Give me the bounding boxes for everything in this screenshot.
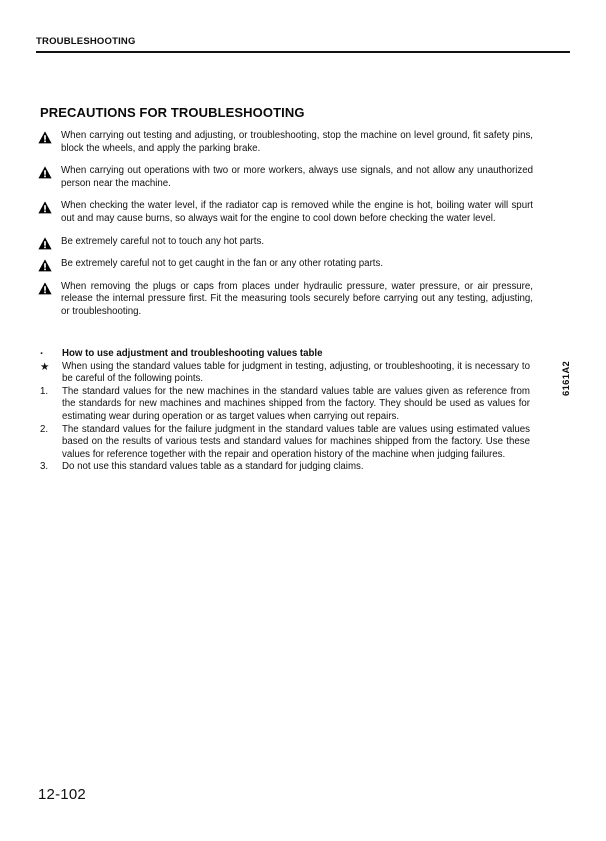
list-item bbox=[38, 461, 530, 474]
warning-item bbox=[38, 165, 533, 190]
warning-text: When checking the water level, if the radiator cap is removed while the engine is hot, boiling water will spurt out and may cause burns, so always wait for the engine to cool down before checking the water level. bbox=[61, 200, 533, 224]
list-item-text: The standard values for the new machines in the standard values table are values given as reference from the standards for new machines and machines shipped from the factory. They should be used as values for estimating wear during operation or as target values when carrying out repairs. bbox=[62, 385, 530, 422]
page-number: 12-102 bbox=[38, 786, 86, 803]
values-table-notes-list bbox=[38, 348, 530, 474]
list-item-text: The standard values for the failure judgment in the standard values table are values using estimated values based on the results of various tests and standard values for machines shipped from the factory. Use these values for reference together with the repair and operation history of the machine when judging failures. bbox=[62, 423, 530, 460]
header-divider bbox=[36, 51, 570, 53]
list-marker: · bbox=[40, 348, 44, 360]
warning-item bbox=[38, 130, 533, 155]
page-header bbox=[36, 36, 570, 53]
header-title: TROUBLESHOOTING bbox=[36, 36, 136, 47]
warnings-list bbox=[38, 130, 533, 329]
list-item bbox=[38, 348, 530, 361]
warning-triangle-icon bbox=[38, 201, 52, 214]
warning-text: Be extremely careful not to get caught in the fan or any other rotating parts. bbox=[61, 258, 384, 270]
list-marker: ★ bbox=[40, 360, 50, 373]
list-item-text: When using the standard values table for judgment in testing, adjusting, or troubleshooting, it is necessary to be careful of the following points. bbox=[62, 360, 530, 385]
warning-triangle-icon bbox=[38, 131, 52, 144]
list-marker: 1. bbox=[40, 385, 49, 397]
page-title: PRECAUTIONS FOR TROUBLESHOOTING bbox=[40, 105, 305, 120]
list-item bbox=[38, 424, 530, 462]
warning-text: Be extremely careful not to touch any hot parts. bbox=[61, 235, 265, 247]
warning-text: When carrying out operations with two or more workers, always use signals, and not allow any unauthorized person near the machine. bbox=[61, 165, 533, 189]
warning-item bbox=[38, 281, 533, 319]
margin-document-code bbox=[549, 360, 572, 466]
warning-triangle-icon bbox=[38, 237, 52, 250]
warning-triangle-icon bbox=[38, 259, 52, 272]
margin-document-code-text: 6161A2 bbox=[561, 360, 572, 396]
list-item bbox=[38, 386, 530, 424]
list-item-text: How to use adjustment and troubleshooting values table bbox=[62, 348, 323, 359]
warning-item bbox=[38, 236, 533, 249]
warning-text: When removing the plugs or caps from places under hydraulic pressure, water pressure, or air pressure, release the internal pressure first. Fit the measuring tools securely before carrying out any testing, adjusting, or troubleshooting. bbox=[61, 280, 533, 317]
warning-item bbox=[38, 258, 533, 271]
warning-text: When carrying out testing and adjusting, or troubleshooting, stop the machine on level ground, fit safety pins, block the wheels, and apply the parking brake. bbox=[61, 130, 533, 154]
list-item-text: Do not use this standard values table as a standard for judging claims. bbox=[62, 461, 364, 473]
list-item bbox=[38, 361, 530, 386]
warning-triangle-icon bbox=[38, 166, 52, 179]
warning-triangle-icon bbox=[38, 282, 52, 295]
list-marker: 2. bbox=[40, 423, 49, 435]
list-marker: 3. bbox=[40, 461, 49, 473]
warning-item bbox=[38, 200, 533, 225]
